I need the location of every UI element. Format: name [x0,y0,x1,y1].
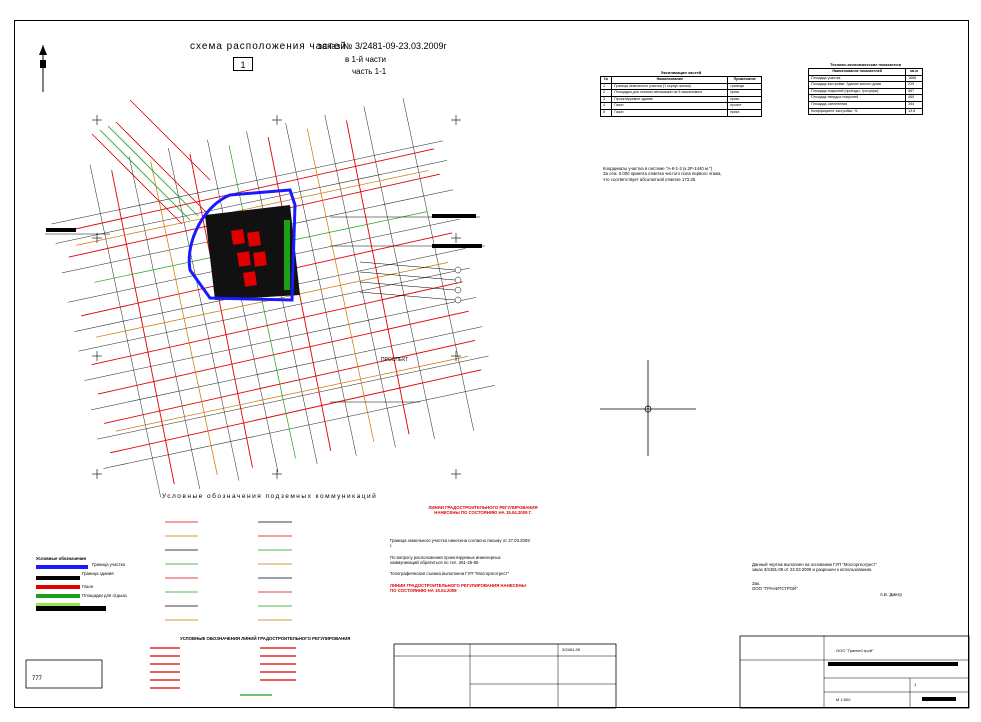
note-red: ПО СОСТОЯНИЮ НА 15.04.2009 [390,588,457,594]
north-arrow-icon [39,45,47,92]
note-red: ЛИНИИ ГРАДОСТРОИТЕЛЬНОГО РЕГУЛИРОВАНИЯ НАНЕСЕНЫ [390,582,526,588]
table-row [601,90,762,97]
utility-legend-lines [165,522,292,620]
note-paragraph: Граница земельного участка нанесена согласно письму от 27.03.2009 г. [390,538,530,549]
stamp-org: ООО "ГранитСтрой" [836,648,874,653]
table-cell: Площадь озеленения [809,101,906,108]
table-row [809,75,923,82]
table-cell: 5 [601,109,612,116]
tep-table-heading: Технико-экономические показатели [829,62,902,67]
table-cell: Коэффициент застройки, % [809,108,906,115]
note-line: Координаты участка в системе "А-К-1-2 (к.2Р-1440 м.") [603,166,713,171]
tep-col-name: Наименование показателей [809,69,906,76]
table-cell: проект [728,103,762,110]
drawing-title: схема расположения частей [190,41,347,52]
table-row [809,101,923,108]
parts-col-name: Наименование [612,77,728,84]
table-cell: прим. [728,109,762,116]
note-line: ООО "ГРАНИТСТРОЙ" [752,586,798,592]
legend-item: Граница здания [82,571,114,576]
table-cell: прим. [728,96,762,103]
table-row [601,96,762,103]
parts-table-heading: Экспликация частей [660,70,702,75]
table-cell: 1 [601,83,612,90]
table-row [809,108,923,115]
middle-notes [390,538,530,594]
table-cell: Площадь застройки: Здание жилого дома [809,82,906,89]
table-cell: Площадка для стоянки автомашин на 5 машиномест [612,90,728,97]
note-line: что соответствует абсолютной отметке 173.25 [603,176,696,182]
building-block [205,205,300,300]
table-row [601,83,762,90]
table-row [809,95,923,102]
table-cell: 460 [906,95,923,102]
tep-table [808,62,923,115]
table-cell: 4 [601,103,612,110]
note-line: заказ 3/2481-09 от 23.03.2009 и разрешен к использованию. [752,567,873,573]
parts-table [600,70,762,117]
sheet-number-box: 1 [233,57,253,71]
coordinates-note [603,166,763,182]
red-line-heading-2: НАНЕСЕНЫ ПО СОСТОЯНИЮ НА 15.04.2009 Г. [434,510,532,516]
table-cell: Газон [612,109,728,116]
table-cell: Граница земельного участка (1 корпус жилья) [612,83,728,90]
table-cell: Площадь твердых покрытий [809,95,906,102]
table-cell: 3 [601,96,612,103]
table-cell: 1668 [906,75,923,82]
table-row [601,109,762,116]
table-row [601,103,762,110]
parts-col-note: Примечание [728,77,762,84]
red-line-legend-title: УСЛОВНЫЕ ОБОЗНАЧЕНИЯ ЛИНИЙ ГРАДОСТРОИТЕЛЬНОГО РЕГУЛИРОВАНИЯ [180,636,351,641]
stamp-scale: М 1:500 [836,697,851,702]
red-line-heading [428,505,538,516]
signature-name: А.В. Дмитр [880,592,902,597]
table-cell: 13,8 [906,108,923,115]
legend-heading: Условные обозначения [36,556,87,561]
note-line: За отм. 0.000 принята отметка чистого пола первого этажа, [603,171,722,177]
table-cell: прим. [728,90,762,97]
table-row [809,82,923,89]
note-paragraph: По вопросу расположения проектируемых инженерных коммуникаций обратиться по тел. 251-26-65 [390,554,501,566]
drawing-subtitle-2: часть 1-1 [352,67,387,76]
legend-item: Газон [82,584,94,589]
legend-item: Граница участка [92,562,125,567]
approval-note [752,562,922,591]
small-box-number: 777 [32,676,43,682]
table-cell: 2 [601,90,612,97]
table-cell: 354 [906,101,923,108]
legend-item: Площадки для отдыха [82,593,127,598]
tep-col-value: кв.м [906,69,923,76]
table-row [809,88,923,95]
note-line: Данный чертеж выполнен на основании ГУП "Мосгоргеотрест" [752,562,877,567]
drawing-subtitle: в 1-й части [345,55,387,64]
table-cell: граница [728,83,762,90]
red-line-legend [150,648,296,688]
table-cell: Проектируемое здание [612,96,728,103]
stamp-code: 3/2481-09 [562,647,581,652]
note-paragraph: Топографическая съемка выполнена ГУП "Мосгоргеотрест" [390,571,510,577]
table-cell: 229 [906,82,923,89]
street-label: ПРОСПЕКТ [381,357,409,363]
red-line-heading-1: ЛИНИИ ГРАДОСТРОИТЕЛЬНОГО РЕГУЛИРОВАНИЯ [428,505,538,510]
crosshair-icon [600,360,696,456]
table-cell: Газон [612,103,728,110]
note-line: Зак. [752,580,761,586]
utility-legend-title: Условные обозначения подземных коммуникаций [162,493,378,500]
stamp-sheet: 1 [914,682,917,687]
table-cell: Площадь покрытий (проезды, тротуары) [809,88,906,95]
order-number: заказ № 3/2481-09-23.03.2009г [318,41,447,51]
parts-col-number: № [601,77,612,84]
table-cell: 587 [906,88,923,95]
table-cell: Площадь участка [809,75,906,82]
